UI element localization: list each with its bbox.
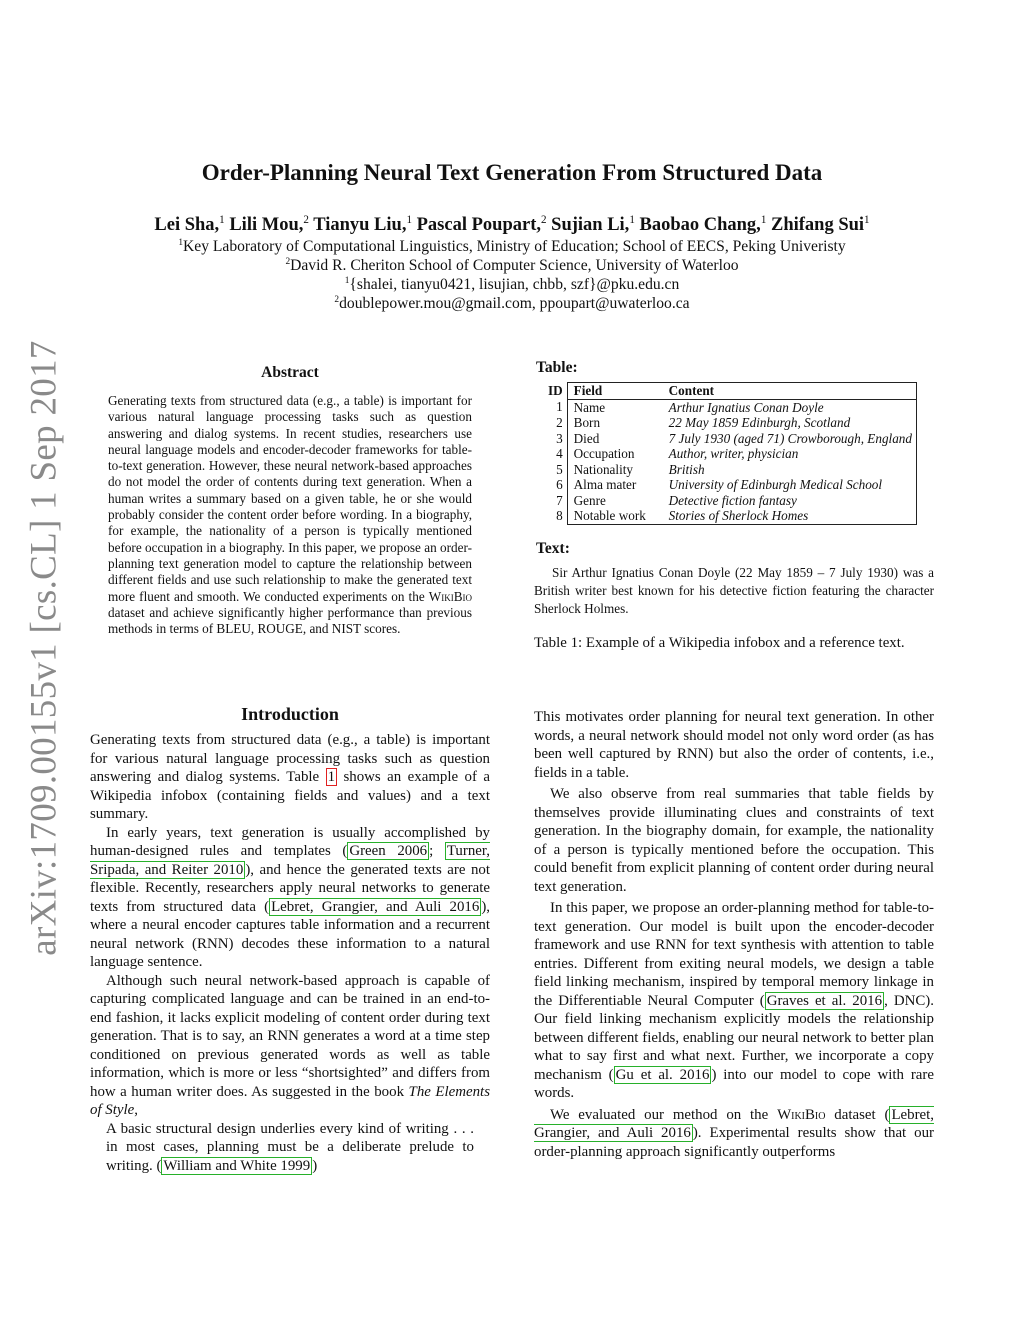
row-id: 1 (556, 399, 563, 415)
intro-paragraph: Although such neural network-based approach is capable of capturing complicated language and can be trained in an end-to-end fashion, it lacks explicit modeling of content order during text generation. That is to say, an RNN generates a word at a time step conditioned on previous generated words as well as table information, which is more or less “shortsighted” and differs from how a human writer does. As suggested in the book The Elements of Style, (90, 972, 490, 1118)
citation-link[interactable]: Gu et al. 2016 (615, 1066, 710, 1083)
author: Lili Mou,$^2$ (229, 214, 309, 236)
reference-text: Sir Arthur Ignatius Conan Doyle (22 May 1859 – 7 July 1930) was a British writer best known for his detective fiction featuring the character Sherlock Holmes. (534, 565, 934, 616)
affiliation-line: $^2$David R. Cheriton School of Computer Science, University of Waterloo (285, 257, 739, 275)
body-paragraph: In this paper, we propose an order-planning method for table-to-text generation. Our model is built upon the encoder-decoder framework and use RNN for text synthesis with attention to table entries. Different from exiting neural models, we design a table field linking mechanism, inspired by temporal memory linkage in the Differentiable Neural Computer ( Graves et al. 2016 , DNC). Our field linking mechanism explicitly models the relationship between different fields, enabling our neural network to better plan what to say first and what next. Further, we incorporate a copy mechanism ( Gu et al. 2016 ) into our model to cope with rare words. (534, 900, 934, 1101)
arxiv-side-stamp-wrap (0, 0, 65, 956)
table-row (544, 508, 917, 524)
table-row (544, 477, 917, 493)
introduction-heading: Introduction (241, 704, 339, 724)
text-label: Text: (536, 540, 570, 557)
row-content: Stories of Sherlock Homes (663, 508, 917, 524)
row-content: 22 May 1859 Edinburgh, Scotland (663, 415, 917, 431)
author: Zhifang Sui$^1$ (770, 214, 870, 236)
column-header-content: Content (663, 383, 917, 400)
column-header-id: ID (548, 383, 563, 398)
citation-link[interactable]: Lebret, Grangier, and Auli 2016 (271, 898, 480, 915)
citation-link[interactable]: Lebret, Grangier, and Auli 2016 (534, 1106, 935, 1141)
left-column (90, 731, 490, 1175)
table-row (544, 446, 917, 462)
row-id: 8 (556, 508, 563, 524)
row-id: 2 (556, 415, 563, 430)
table-row (544, 399, 917, 415)
row-field: Occupation (567, 446, 663, 462)
affiliation-email: $^2$doublepower.mou@gmail.com, ppoupart@uwaterloo.ca (334, 295, 690, 313)
table-row (544, 431, 917, 447)
author: Baobao Chang,$^1$ (639, 214, 767, 236)
row-field: Genre (567, 493, 663, 509)
row-content: British (663, 462, 917, 478)
row-id: 7 (556, 492, 563, 508)
abstract-heading: Abstract (261, 364, 319, 381)
row-content: Author, writer, physician (663, 446, 917, 462)
abstract-body: Generating texts from structured data (e.g., a table) is important for various natural language processing tasks such as question answering and dialog systems. In recent studies, researchers use neural language models and encoder-decoder frameworks for table-to-text generation. However, these neural network-based approaches do not model the order of contents during text generation. When a human writes a summary based on a given table, he or she would probably consider the content order before wording. In a biography, for example, the nationality of a person is typically mentioned before occupation in a biography. In this paper, we propose an order-planning text generation model to capture the relationship between different fields and use such relationship to make the generated text more fluent and smooth. We conducted experiments on the WikiBio dataset and achieve significantly higher performance than previous methods in terms of BLEU, ROUGE, and NIST scores. (108, 393, 472, 637)
author: Pascal Poupart,$^2$ (416, 214, 547, 236)
author-list (0, 214, 1024, 236)
author: Tianyu Liu,$^1$ (313, 214, 412, 236)
table-label: Table: (536, 359, 578, 376)
author: Lei Sha,$^1$ (154, 214, 225, 236)
citation-link[interactable]: Graves et al. 2016 (766, 992, 883, 1009)
table-row (544, 493, 917, 509)
table-row (544, 415, 917, 431)
intro-paragraph: In early years, text generation is usually accomplished by human-designed rules and templates ( Green 2006 ; Turner, Sripada, and Reiter 2010 ), and hence the generated texts are not flexible. Recently, researchers apply neural networks to generate texts from structured data ( Lebret, Grangier, and Auli 2016 ), where a neural encoder captures table information and a recurrent neural network (RNN) decodes these information to a natural language sentence. (90, 824, 490, 970)
row-content: Detective fiction fantasy (663, 493, 917, 509)
row-field: Alma mater (567, 477, 663, 493)
citation-link[interactable]: Turner, Sripada, and Reiter 2010 (90, 843, 490, 878)
author: Sujian Li,$^1$ (551, 214, 635, 236)
table-header-row (544, 383, 917, 400)
citation-link[interactable]: William and White 1999 (163, 1157, 311, 1174)
affiliation-line: $^1$Key Laboratory of Computational Linguistics, Ministry of Education; School of EECS, Peking Univeristy (178, 238, 846, 256)
body-paragraph: We evaluated our method on the WikiBio dataset ( Lebret, Grangier, and Auli 2016 ). Experimental results show that our order-planning approach significantly outperforms (534, 1106, 935, 1160)
row-field: Died (567, 431, 663, 447)
infobox-table (544, 382, 917, 525)
citation-link[interactable]: Green 2006 (349, 843, 428, 859)
table-caption: Table 1: Example of a Wikipedia infobox and a reference text. (534, 635, 905, 651)
row-id: 3 (556, 430, 563, 446)
row-field: Name (567, 399, 663, 415)
row-id: 5 (556, 461, 563, 477)
row-field: Born (567, 415, 663, 431)
paper-title: Order-Planning Neural Text Generation From Structured Data (201, 160, 823, 185)
row-field: Notable work (567, 508, 663, 524)
table-ref-link[interactable]: 1 (327, 769, 336, 785)
row-content: Arthur Ignatius Conan Doyle (663, 399, 917, 415)
affiliation-email: $^1${shalei, tianyu0421, lisujian, chbb, szf}@pku.edu.cn (344, 276, 680, 294)
table-row (544, 462, 917, 478)
row-id: 4 (556, 446, 563, 461)
row-content: 7 July 1930 (aged 71) Crowborough, England (663, 431, 917, 447)
body-paragraph: We also observe from real summaries that table fields by themselves provide illuminating clues and constraints of text generation. In the biography domain, for example, the nationality of a person is typically mentioned before the occupation. This could benefit from explicit planning of content order during neural text generation. (534, 786, 934, 895)
body-paragraph: This motivates order planning for neural text generation. In other words, a neural network should model not only word order (as has been well captured by RNN) but also the order of contents, i.e., fields in a table. (534, 709, 934, 781)
right-column (534, 708, 934, 1161)
row-content: University of Edinburgh Medical School (663, 477, 917, 493)
column-header-field: Field (567, 383, 663, 400)
row-id: 6 (556, 477, 563, 492)
arxiv-stamp: arXiv:1709.00155v1 [cs.CL] 1 Sep 2017 (23, 340, 65, 956)
block-quote: A basic structural design underlies every kind of writing . . . in most cases, planning must be a deliberate prelude to writing. ( William and White 1999 ) (106, 1120, 474, 1174)
row-field: Nationality (567, 462, 663, 478)
intro-paragraph: Generating texts from structured data (e.g., a table) is important for various natural language processing tasks such as question answering and dialog systems. Table 1 shows an example of a Wikipedia infobox (containing fields and values) and a text summary. (90, 732, 490, 822)
